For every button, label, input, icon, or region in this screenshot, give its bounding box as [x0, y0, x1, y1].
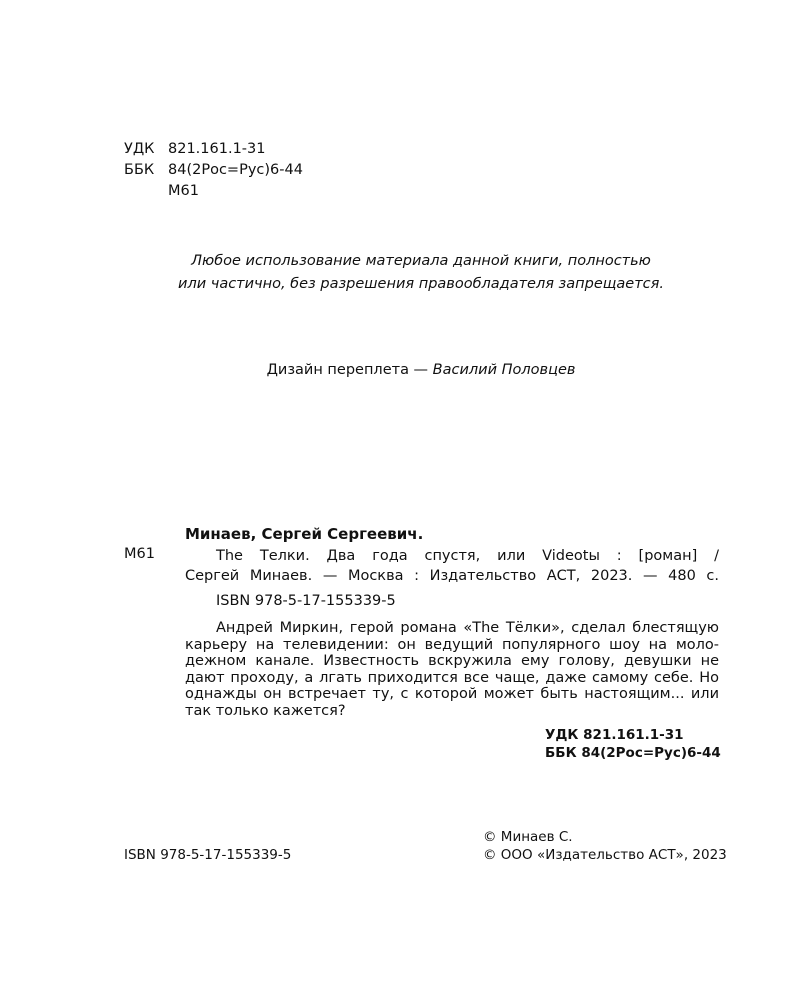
copyright-publisher: © ООО «Издательство АСТ», 2023	[483, 847, 727, 863]
copyright-author: © Минаев С.	[483, 829, 573, 845]
design-credit	[0, 360, 800, 380]
card-isbn: ISBN 978-5-17-155339-5	[216, 593, 396, 609]
author-code-top: М61	[168, 183, 199, 199]
annotation-line: карьеру на телевидении: он ведущий популярного шоу на моло-	[185, 636, 719, 653]
bbk-top-value: 84(2Рос=Рус)6-44	[168, 162, 303, 178]
footer-isbn: ISBN 978-5-17-155339-5	[124, 847, 292, 863]
card-udk: УДК 821.161.1-31	[545, 727, 684, 743]
design-credit-name: Василий Половцев	[432, 362, 576, 378]
udk-top	[124, 139, 265, 160]
notice-line-2: или частично, без разрешения правообладателя запрещается.	[178, 276, 664, 292]
annotation	[185, 620, 719, 719]
udk-top-label: УДК	[124, 141, 155, 157]
bbk-top	[124, 160, 303, 181]
notice-line-1: Любое использование материала данной книги, полностью	[191, 253, 651, 269]
design-credit-label: Дизайн переплета —	[266, 362, 433, 378]
annotation-line: однажды он встречает ту, с которой может быть настоящим... или	[185, 686, 719, 702]
card-bbk: ББК 84(2Рос=Рус)6-44	[545, 745, 721, 761]
annotation-line: дежном канале. Известность вскружила ему голову, девушки не	[185, 653, 719, 669]
card-title-line-2: Сергей Минаев. — Москва : Издательство АСТ, 2023. — 480 с.	[185, 568, 719, 584]
annotation-line: так только кажется?	[185, 702, 346, 719]
bbk-top-label: ББК	[124, 162, 155, 178]
card-author: Минаев, Сергей Сергеевич.	[185, 525, 424, 543]
udk-top-value: 821.161.1-31	[168, 141, 266, 157]
annotation-line: дают проходу, а лгать приходится все чаще, даже самому себе. Но	[185, 669, 719, 686]
annotation-line: Андрей Миркин, герой романа «The Тёлки», сделал блестящую	[216, 620, 719, 636]
card-author-code: М61	[124, 546, 155, 562]
card-title-line-1: The Телки. Два года спустя, или Videotы : [роман] /	[216, 548, 719, 564]
